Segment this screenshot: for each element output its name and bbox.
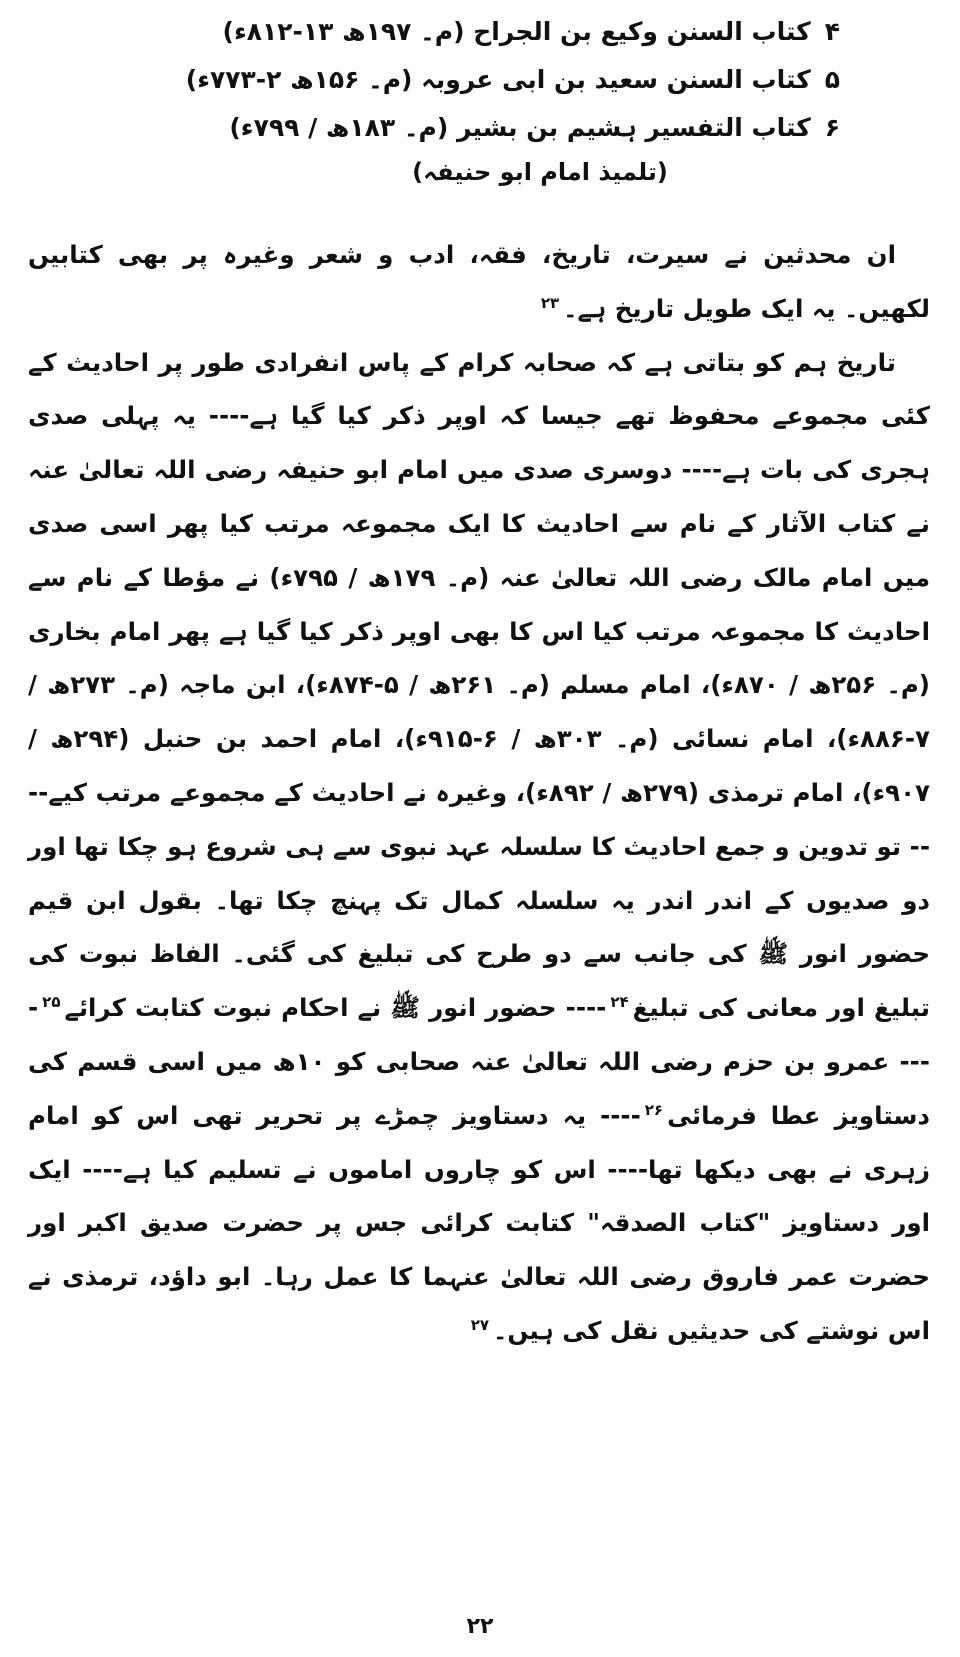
list-item-text: کتاب التفسیر ہشیم بن بشیر (م۔ ۱۸۳ھ / ۷۹۹ء) [229,113,811,142]
footnote-marker: ۲۳ [540,293,560,312]
list-item-number: ۴ [824,17,840,46]
footnote-marker: ۲۴ [610,993,629,1011]
footnote-marker: ۲۷ [470,1315,490,1334]
list-item-text: کتاب السنن سعید بن ابی عروبہ (م۔ ۱۵۶ھ ۲-۷۷۳ء) [185,65,811,94]
paragraph-text: ---- یہ دستاویز چمڑے پر تحریر تھی اس کو امام زہری نے بھی دیکھا تھا---- اس کو چاروں اماموں نے تسلیم کیا ہے---- ایک اور دستاویز "کتاب الصدقہ" کتابت کرائی جس پر حضرت صدیق اکبر اور حضرت عمر فاروق رضی اللہ تعالیٰ عنہما کا عمل رہا۔ ابو داؤد، ترمذی نے اس نوشتے کی حدیثیں نقل کی ہیں۔ [28,1100,930,1345]
paragraph-text: ان محدثین نے سیرت، تاریخ، فقہ، ادب و شعر وغیرہ پر بھی کتابیں لکھیں۔ یہ ایک طویل تاریخ ہے۔ [28,240,930,323]
list-item [229,104,840,152]
paragraph-text: تاریخ ہم کو بتاتی ہے کہ صحابہ کرام کے پاس انفرادی طور پر احادیث کے کئی مجموعے محفوظ تھے جیسا کہ اوپر ذکر کیا گیا ہے---- یہ پہلی صدی ہجری کی بات ہے---- دوسری صدی میں امام ابو حنیفہ رضی اللہ تعالیٰ عنہ نے کتاب الآثار کے نام سے احادیث کا ایک مجموعہ مرتب کیا پھر اسی صدی میں امام مالک رضی اللہ تعالیٰ عنہ (م۔ ۱۷۹ھ / ۷۹۵ء) نے مؤطا کے نام سے احادیث کا مجموعہ مرتب کیا اس کا بھی اوپر ذکر کیا گیا ہے پھر امام بخاری (م۔ ۲۵۶ھ / ۸۷۰ء)، امام مسلم (م۔ ۲۶۱ھ / ۵-۸۷۴ء)، ابن ماجہ (م۔ ۲۷۳ھ / ۷-۸۸۶ء)، امام نسائی (م۔ ۳۰۳ھ / ۶-۹۱۵ء)، امام احمد بن حنبل (۲۹۴ھ / ۹۰۷ء)، امام ترمذی (۲۷۹ھ / ۸۹۲ء)، وغیرہ نے احادیث کے مجموعے مرتب کیے---- تو تدوین و جمع احادیث کا سلسلہ عہد نبوی سے ہی شروع ہو چکا تھا اور دو صدیوں کے اندر اندر یہ سلسلہ کمال تک پہنچ چکا تھا۔ بقول ابن قیم حضور انور ﷺ کی جانب سے دو طرح کی تبلیغ کی گئی۔ الفاظ نبوت کی تبلیغ اور معانی کی تبلیغ [28,347,930,1023]
paragraph [28,228,930,336]
body-text [28,228,930,1358]
page-number: ۲۲ [466,1614,494,1639]
paragraph-text: ---- عمرو بن حزم رضی اللہ تعالیٰ عنہ صحابی کو ۱۰ھ میں اسی قسم کی دستاویز عطا فرمائی [28,993,930,1130]
list-item-number: ۶ [824,113,840,142]
book-list [185,8,840,192]
footnote-marker: ۲۶ [644,1100,664,1119]
paragraph-text: ---- حضور انور ﷺ نے احکام نبوت کتابت کرائے [64,993,607,1023]
list-item-text: کتاب السنن وکیع بن الجراح (م۔ ۱۹۷ھ ۱۳-۸۱۲ء) [222,17,811,46]
footnote-marker: ۲۵ [42,993,61,1011]
list-item-number: ۵ [824,65,840,94]
list-caption: (تلمیذ امام ابو حنیفہ) [412,158,668,186]
list-item [222,8,840,56]
paragraph [28,336,930,1358]
list-item [185,56,840,104]
